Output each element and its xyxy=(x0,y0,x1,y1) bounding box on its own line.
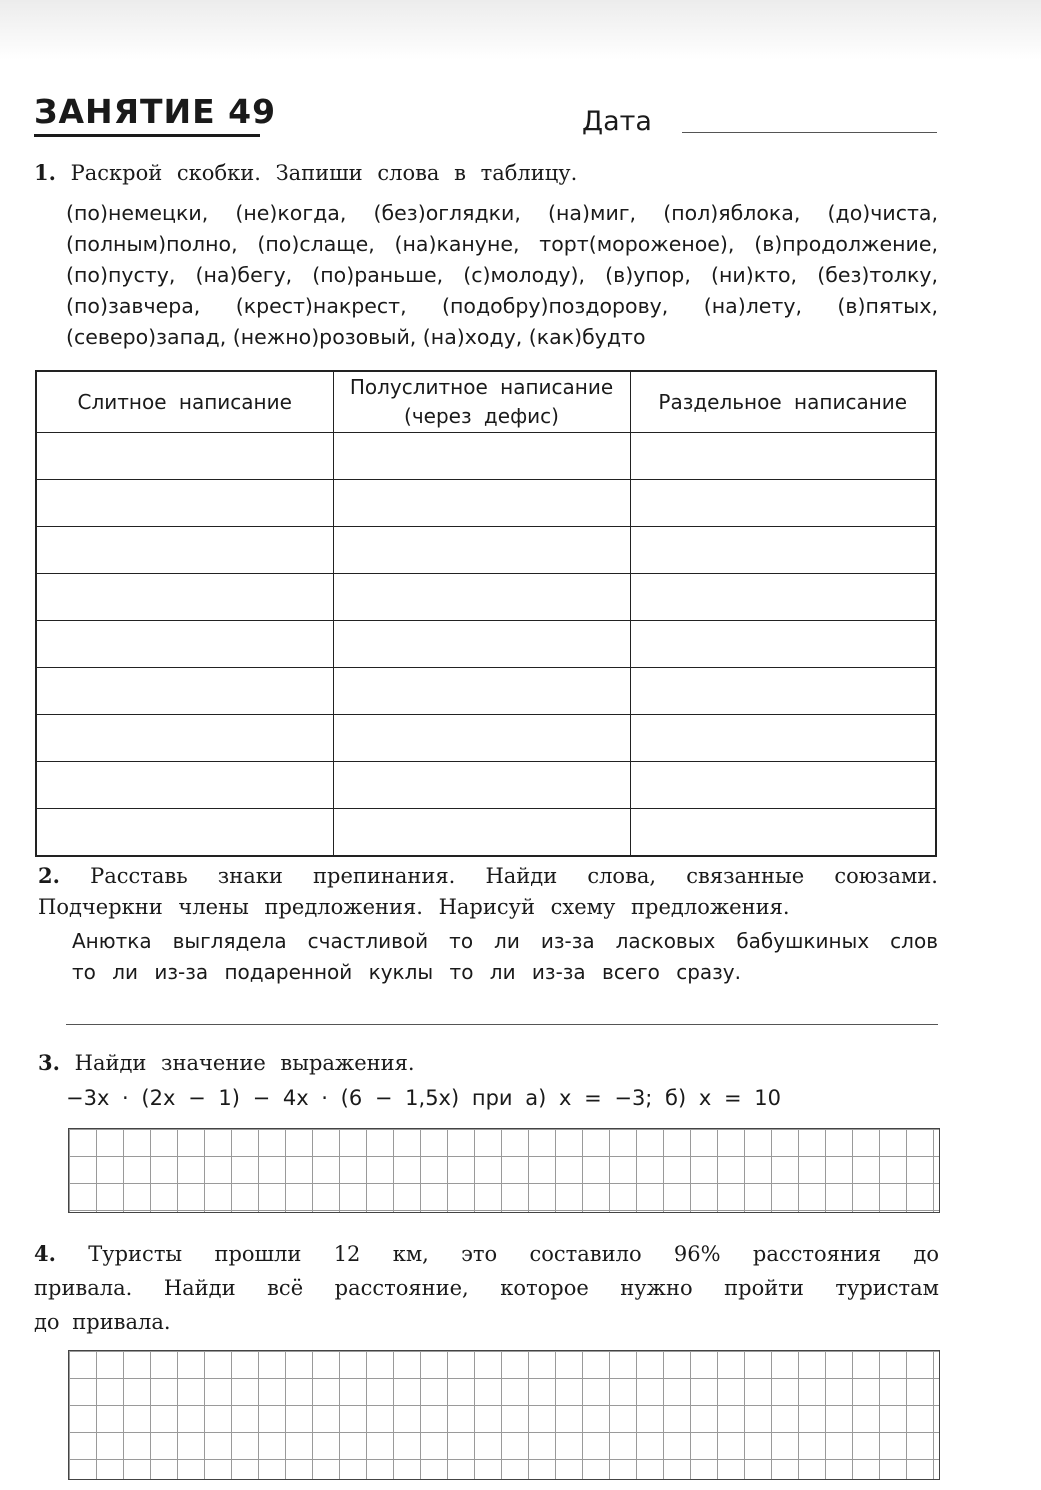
table-cell[interactable] xyxy=(333,809,630,857)
expression-condition: при а) x = −3; б) x = 10 xyxy=(471,1086,781,1110)
table-cell[interactable] xyxy=(630,668,936,715)
task2-instruction xyxy=(38,860,938,892)
table-row xyxy=(36,527,936,574)
table-cell[interactable] xyxy=(630,762,936,809)
column-header-solid: Слитное написание xyxy=(36,371,333,433)
task3-instruction: Найди значение выражения. xyxy=(74,1051,415,1075)
task2-instruction-line1: Расставь знаки препинания. Найди слова, связанные союзами. xyxy=(90,864,938,888)
table-cell[interactable] xyxy=(333,621,630,668)
word-line: (полным)полно, (по)слаще, (на)кануне, торт(мороженое), (в)продолжение, xyxy=(66,232,938,256)
task4-text: Туристы прошли 12 км, это составило 96% расстояния до xyxy=(88,1242,939,1266)
table-cell[interactable] xyxy=(36,762,333,809)
table-cell[interactable] xyxy=(630,480,936,527)
word-line: (по)пусту, (на)бегу, (по)раньше, (с)молоду), (в)упор, (ни)кто, (без)толку, xyxy=(66,263,938,287)
column-header-separate: Раздельное написание xyxy=(630,371,936,433)
title-underline xyxy=(34,134,260,137)
table-row xyxy=(36,480,936,527)
table-cell[interactable] xyxy=(36,433,333,480)
expression-text: −3x · (2x − 1) − 4x · (6 − 1,5x) xyxy=(66,1086,460,1110)
table-cell[interactable] xyxy=(36,809,333,857)
table-row xyxy=(36,715,936,762)
table-cell[interactable] xyxy=(36,574,333,621)
task4-text-line3: до привала. xyxy=(34,1310,171,1334)
table-cell[interactable] xyxy=(333,480,630,527)
table-row xyxy=(36,762,936,809)
table-cell[interactable] xyxy=(630,527,936,574)
column-header-hyphen-line1: Полуслитное написание xyxy=(349,375,614,399)
lesson-title: ЗАНЯТИЕ 49 xyxy=(34,92,277,131)
table-cell[interactable] xyxy=(333,574,630,621)
task4-answer-grid[interactable] xyxy=(68,1350,940,1480)
table-cell[interactable] xyxy=(630,809,936,857)
table-cell[interactable] xyxy=(333,668,630,715)
table-cell[interactable] xyxy=(630,433,936,480)
task4-text-line1 xyxy=(34,1238,939,1270)
table-cell[interactable] xyxy=(333,433,630,480)
table-cell[interactable] xyxy=(36,621,333,668)
task2-sentence-line2: то ли из-за подаренной куклы то ли из-за всего сразу. xyxy=(72,960,741,984)
date-field-line[interactable] xyxy=(682,132,937,133)
page-top-shade xyxy=(0,0,1041,60)
table-cell[interactable] xyxy=(36,480,333,527)
task4-number: 4. xyxy=(34,1241,56,1266)
table-cell[interactable] xyxy=(36,527,333,574)
column-header-hyphen-line2: (через дефис) xyxy=(404,404,559,428)
task1-heading xyxy=(34,160,577,185)
task3-number: 3. xyxy=(38,1050,60,1075)
task2-answer-line[interactable] xyxy=(66,1024,938,1025)
table-row xyxy=(36,668,936,715)
word-line: (северо)запад, (нежно)розовый, (на)ходу, (как)будто xyxy=(66,325,646,349)
table-row xyxy=(36,809,936,857)
column-header-hyphen xyxy=(333,371,630,433)
table-row xyxy=(36,574,936,621)
date-label: Дата xyxy=(582,106,652,137)
task2-number: 2. xyxy=(38,863,60,888)
task2-instruction-line2: Подчеркни члены предложения. Нарисуй схему предложения. xyxy=(38,895,790,919)
task3-expression xyxy=(66,1086,781,1110)
table-cell[interactable] xyxy=(333,715,630,762)
table-header-row xyxy=(36,371,936,433)
table-cell[interactable] xyxy=(36,668,333,715)
table-cell[interactable] xyxy=(36,715,333,762)
word-line: (по)немецки, (не)когда, (без)оглядки, (на)миг, (пол)яблока, (до)чиста, xyxy=(66,201,938,225)
table-row xyxy=(36,433,936,480)
spelling-table xyxy=(35,370,937,857)
table-cell[interactable] xyxy=(333,527,630,574)
task3-answer-grid[interactable] xyxy=(68,1128,940,1213)
table-cell[interactable] xyxy=(630,574,936,621)
task1-number: 1. xyxy=(34,160,56,185)
task1-word-list xyxy=(66,198,938,353)
table-cell[interactable] xyxy=(630,621,936,668)
task3-heading xyxy=(38,1050,415,1075)
table-cell[interactable] xyxy=(630,715,936,762)
task4-text-line2: привала. Найди всё расстояние, которое нужно пройти туристам xyxy=(34,1276,939,1300)
task2-sentence-line1: Анютка выглядела счастливой то ли из-за ласковых бабушкиных слов xyxy=(72,929,938,953)
table-row xyxy=(36,621,936,668)
table-cell[interactable] xyxy=(333,762,630,809)
task1-instruction: Раскрой скобки. Запиши слова в таблицу. xyxy=(70,161,578,185)
word-line: (по)завчера, (крест)накрест, (подобру)поздорову, (на)лету, (в)пятых, xyxy=(66,294,938,318)
